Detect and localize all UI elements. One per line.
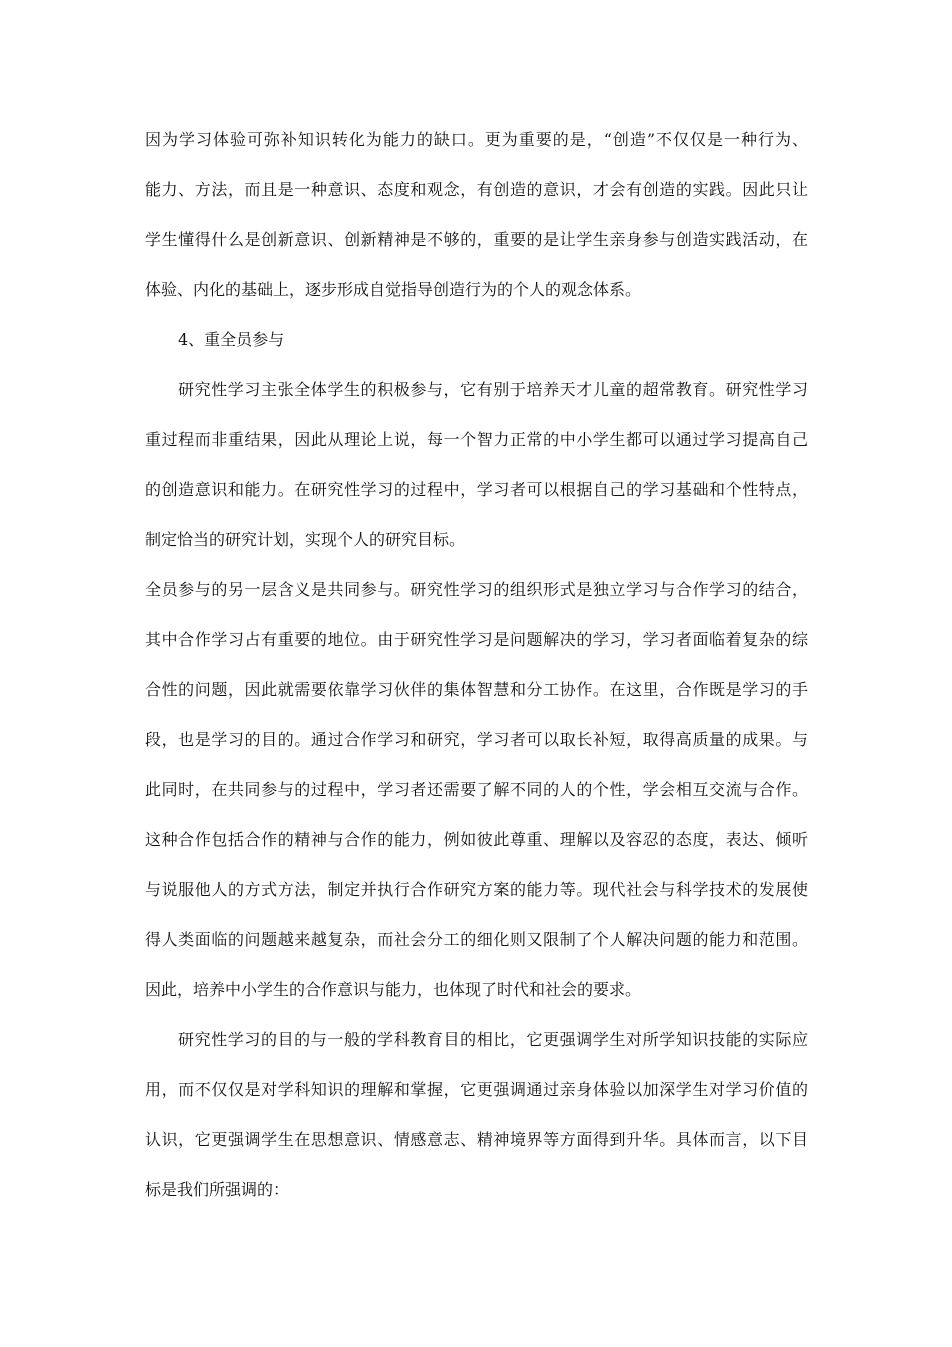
text-line: 段，也是学习的目的。通过合作学习和研究，学习者可以取长补短，取得高质量的成果。与: [145, 730, 808, 749]
text-line: 得人类面临的问题越来越复杂，而社会分工的细化则又限制了个人解决问题的能力和范围。: [145, 930, 808, 949]
text-line: 研究性学习主张全体学生的积极参与，它有别于培养天才儿童的超常教育。研究性学习: [178, 380, 808, 399]
text-line: 认识，它更强调学生在思想意识、情感意志、精神境界等方面得到升华。具体而言，以下目: [145, 1130, 808, 1149]
text-line: 合性的问题，因此就需要依靠学习伙伴的集体智慧和分工协作。在这里，合作既是学习的手: [145, 680, 808, 699]
paragraph-continuation: [145, 115, 808, 315]
text-line: 的创造意识和能力。在研究性学习的过程中，学习者可以根据自己的学习基础和个性特点，: [145, 480, 808, 499]
text-line: 与说服他人的方式方法，制定并执行合作研究方案的能力等。现代社会与科学技术的发展使: [145, 880, 808, 899]
text-line: 全员参与的另一层含义是共同参与。研究性学习的组织形式是独立学习与合作学习的结合，: [145, 580, 808, 599]
text-line: 能力、方法，而且是一种意识、态度和观念，有创造的意识，才会有创造的实践。因此只让: [145, 180, 808, 199]
text-line: 重过程而非重结果，因此从理论上说，每一个智力正常的中小学生都可以通过学习提高自己: [145, 430, 808, 449]
text-line: 体验、内化的基础上，逐步形成自觉指导创造行为的个人的观念体系。: [145, 280, 642, 299]
text-line: 研究性学习的目的与一般的学科教育目的相比，它更强调学生对所学知识技能的实际应: [178, 1030, 808, 1049]
text-line: 因此，培养中小学生的合作意识与能力，也体现了时代和社会的要求。: [145, 980, 642, 999]
section-heading: [145, 315, 808, 365]
paragraph-joint-participation: [145, 565, 808, 1015]
section-heading-text: 4、重全员参与: [178, 330, 285, 349]
text-line: 用，而不仅仅是对学科知识的理解和掌握，它更强调通过亲身体验以加深学生对学习价值的: [145, 1080, 808, 1099]
text-line: 学生懂得什么是创新意识、创新精神是不够的，重要的是让学生亲身参与创造实践活动，在: [145, 230, 808, 249]
document-page: [145, 115, 808, 1215]
text-line: 此同时，在共同参与的过程中，学习者还需要了解不同的人的个性，学会相互交流与合作。: [145, 780, 808, 799]
text-line: 其中合作学习占有重要的地位。由于研究性学习是问题解决的学习，学习者面临着复杂的综: [145, 630, 808, 649]
text-line: 制定恰当的研究计划，实现个人的研究目标。: [145, 530, 466, 549]
paragraph-all-participation: [145, 365, 808, 565]
paragraph-learning-goals: [145, 1015, 808, 1215]
text-line: 标是我们所强调的：: [145, 1180, 290, 1199]
text-line: 这种合作包括合作的精神与合作的能力，例如彼此尊重、理解以及容忍的态度，表达、倾听: [145, 830, 808, 849]
text-line: 因为学习体验可弥补知识转化为能力的缺口。更为重要的是，“创造”不仅仅是一种行为、: [145, 130, 808, 149]
